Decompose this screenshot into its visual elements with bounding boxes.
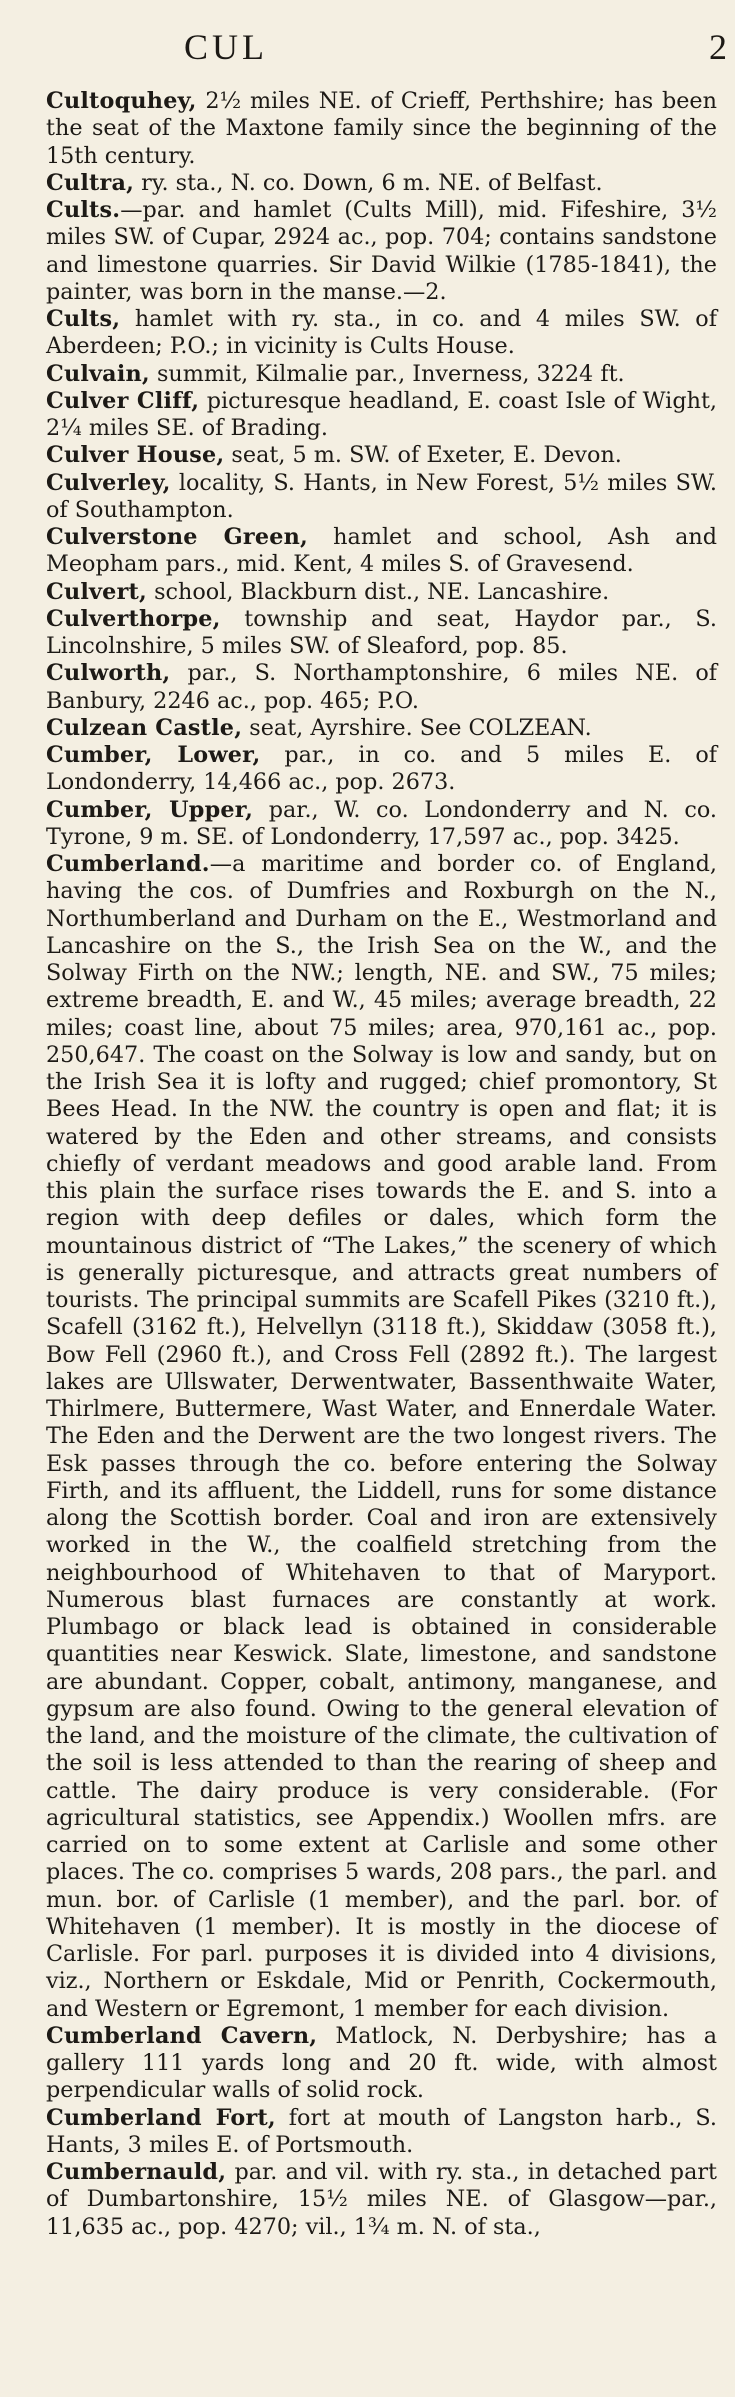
entry-text: summit, Kilmalie par., Inverness, 3224 ft. (149, 360, 625, 387)
running-head (46, 0, 727, 88)
entry-text: —par. and hamlet (Cults Mill), mid. Fifeshire, 3½ miles SW. of Cupar, 2924 ac., pop. 704; contains sandstone and limestone quarries. Sir David Wilkie (1785-1841), the painter, was born in the manse.—2. (46, 197, 717, 305)
entry-text: seat, 5 m. SW. of Exeter, E. Devon. (224, 442, 622, 469)
gazetteer-entry (46, 2105, 717, 2160)
gazetteer-entry (46, 660, 717, 715)
entry-text: hamlet with ry. sta., in co. and 4 miles SW. of Aberdeen; P.O.; in vicinity is Cults House. (46, 306, 717, 360)
entry-headword: Cumberland Fort, (46, 2104, 276, 2131)
gazetteer-entry (46, 170, 717, 197)
entry-headword: Cultra, (46, 169, 135, 196)
entry-headword: Cumberland. (46, 851, 210, 877)
gazetteer-entry (46, 306, 717, 361)
entry-text: par., in co. and 5 miles E. of Londonderry, 14,466 ac., pop. 2673. (46, 742, 717, 796)
gazetteer-entry (46, 361, 717, 388)
entry-headword: Cultoquhey, (46, 88, 197, 114)
entry-headword: Culverthorpe, (46, 605, 221, 632)
entry-text: picturesque headland, E. coast Isle of Wight, 2¼ miles SE. of Brading. (46, 387, 717, 441)
gazetteer-entry (46, 2023, 717, 2105)
entry-headword: Culvain, (46, 360, 150, 387)
entry-headword: Culverstone Green, (46, 524, 309, 550)
entry-text: hamlet and school, Ash and Meopham pars., mid. Kent, 4 miles S. of Gravesend. (46, 524, 718, 578)
entry-text: par., W. co. Londonderry and N. co. Tyrone, 9 m. SE. of Londonderry, 17,597 ac., pop. 3425. (46, 796, 717, 850)
gazetteer-entry (46, 470, 717, 525)
gazetteer-entry (46, 715, 717, 742)
page-number: 2 (709, 27, 727, 67)
gazetteer-entry (46, 579, 717, 606)
entry-text: —a maritime and border co. of England, having the cos. of Dumfries and Roxburgh on the N., Northumberland and Durham on the E., Westmorland and Lancashire on the S., the Irish Sea on the W., and the Solway Firth on the NW.; length, NE. and SW., 75 miles; extreme breadth, E. and W., 45 miles; average breadth, 22 miles; coast line, about 75 miles; area, 970,161 ac., pop. 250,647. The coast on the Solway is low and sandy, but on the Irish Sea it is lofty and rugged; chief promontory, St Bees Head. In the NW. the country is open and flat; it is watered by the Eden and other streams, and consists chiefly of verdant meadows and good arable land. From this plain the surface rises towards the E. and S. into a region with deep defiles or dales, which form the mountainous district of “The Lakes,” the scenery of which is generally picturesque, and attracts great numbers of tourists. The principal summits are Scafell Pikes (3210 ft.), Scafell (3162 ft.), Helvellyn (3118 ft.), Skiddaw (3058 ft.), Bow Fell (2960 ft.), and Cross Fell (2892 ft.). The largest lakes are Ullswater, Derwentwater, Bassenthwaite Water, Thirlmere, Buttermere, Wast Water, and Ennerdale Water. The Eden and the Derwent are the two longest rivers. The Esk passes through the co. before entering the Solway Firth, and its affluent, the Liddell, runs for some distance along the Scottish border. Coal and iron are extensively worked in the W., the coalfield stretching from the neighbourhood of Whitehaven to that of Maryport. Numerous blast furnaces are constantly at work. Plumbago or black lead is obtained in considerable quantities near Keswick. Slate, limestone, and sandstone are abundant. Copper, cobalt, antimony, manganese, and gypsum are also found. Owing to the general elevation of the land, and the moisture of the climate, the cultivation of the soil is less attended to than the rearing of sheep and cattle. The dairy produce is very considerable. (For agricultural statistics, see Appendix.) Woollen mfrs. are carried on to some extent at Carlisle and some other places. The co. comprises 5 wards, 208 pars., the parl. and mun. bor. of Carlisle (1 member), and the parl. bor. of Whitehaven (1 member). It is mostly in the diocese of Carlisle. For parl. purposes it is divided into 4 divisions, viz., Northern or Eskdale, Mid or Penrith, Cockermouth, and Western or Egremont, 1 member for each division. (46, 851, 717, 2022)
entry-text: 2½ miles NE. of Crieff, Perthshire; has been the seat of the Maxtone family since the beginning of the 15th century. (46, 88, 717, 169)
entry-text: par., S. Northamptonshire, 6 miles NE. of Banbury, 2246 ac., pop. 465; P.O. (46, 660, 717, 714)
gazetteer-entry (46, 197, 717, 306)
gazetteer-entry (46, 606, 717, 661)
entry-text: township and seat, Haydor par., S. Lincolnshire, 5 miles SW. of Sleaford, pop. 85. (46, 605, 717, 659)
entry-headword: Culver House, (46, 442, 225, 469)
gazetteer-entry (46, 742, 717, 797)
gazetteer-entry (46, 524, 717, 579)
gazetteer-entry (46, 797, 717, 852)
entry-text: par. and vil. with ry. sta., in detached part of Dumbartonshire, 15½ miles NE. of Glasgow—par., 11,635 ac., pop. 4270; vil., 1¾ m. N. of sta., (46, 2159, 717, 2240)
entry-headword: Cults. (46, 197, 121, 223)
gazetteer-entry (46, 88, 717, 170)
gazetteer-entry (46, 851, 717, 2023)
running-head-word: CUL (184, 27, 268, 67)
entry-headword: Cumberland Cavern, (46, 2022, 318, 2049)
entry-headword: Cumbernauld, (46, 2159, 227, 2185)
gazetteer-entry (46, 388, 717, 443)
entry-headword: Culworth, (46, 660, 171, 687)
entry-headword: Cumber, Lower, (46, 742, 261, 768)
entry-headword: Culzean Castle, (46, 714, 243, 741)
entry-headword: Culvert, (46, 578, 147, 605)
entry-text: seat, Ayrshire. See COLZEAN. (242, 714, 592, 741)
entry-text: Matlock, N. Derbyshire; has a gallery 111 yards long and 20 ft. wide, with almost perpendicular walls of solid rock. (46, 2022, 718, 2104)
gazetteer-entry (46, 442, 717, 469)
entry-text: school, Blackburn dist., NE. Lancashire. (146, 578, 610, 605)
gazetteer-entries (46, 88, 717, 2241)
entry-text: locality, S. Hants, in New Forest, 5½ miles SW. of Southampton. (46, 469, 717, 523)
entry-headword: Cumber, Upper, (46, 796, 254, 823)
entry-text: fort at mouth of Langston harb., S. Hants, 3 miles E. of Portsmouth. (46, 2104, 717, 2158)
entry-headword: Culverley, (46, 469, 171, 496)
gazetteer-entry (46, 2159, 717, 2241)
entry-headword: Culver Cliff, (46, 387, 200, 414)
entry-headword: Cults, (46, 306, 121, 332)
entry-text: ry. sta., N. co. Down, 6 m. NE. of Belfast. (134, 169, 603, 196)
